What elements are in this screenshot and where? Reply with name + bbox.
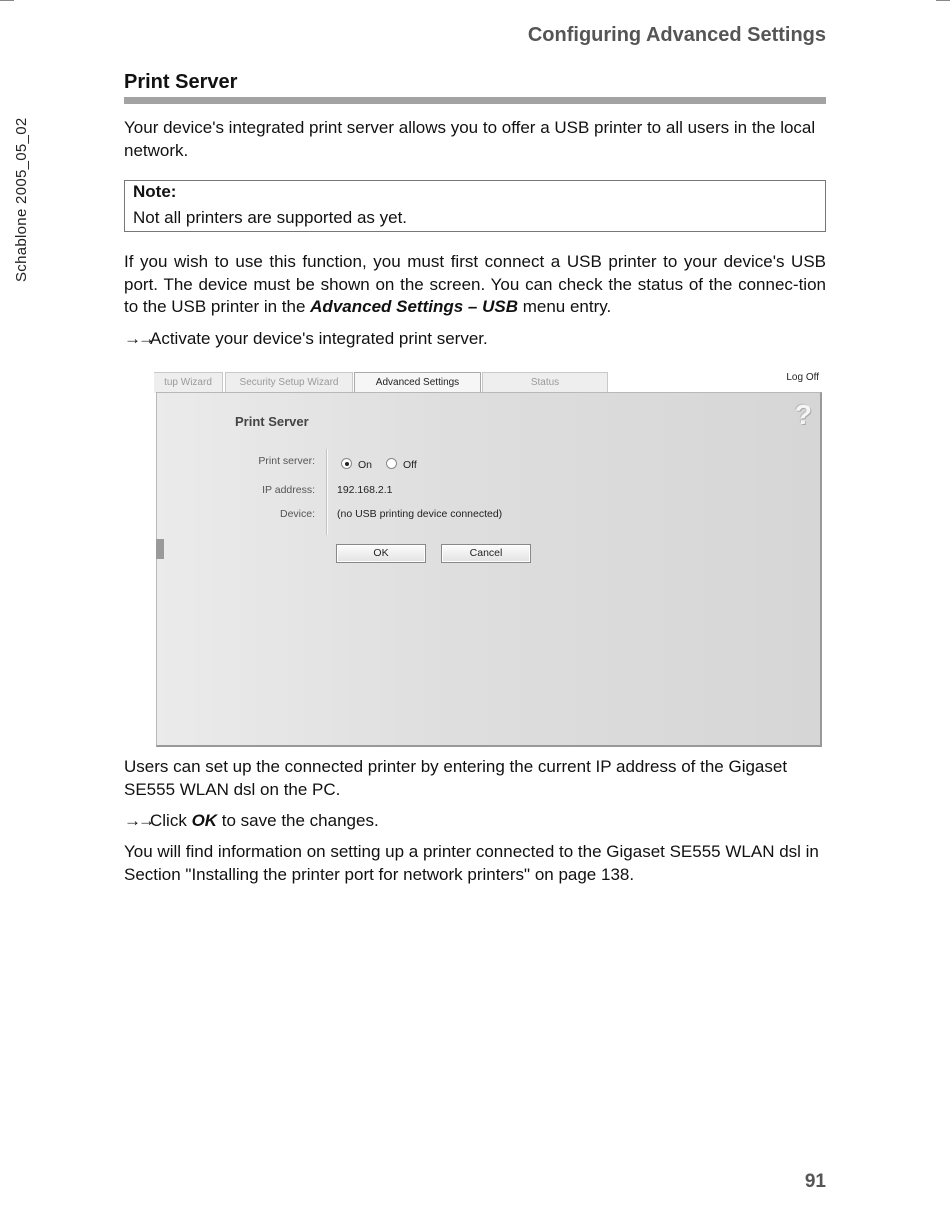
print-server-label: Print server: [258, 455, 315, 467]
usb-paragraph [124, 251, 826, 319]
device-label: Device: [279, 508, 315, 520]
step-click-ok-before: Click [150, 811, 192, 830]
ip-address-value: 192.168.2.1 [337, 484, 393, 496]
crop-mark-left [0, 0, 14, 1]
panel-title: Print Server [235, 414, 309, 429]
tab-security-setup-wizard[interactable]: Security Setup Wizard [225, 372, 353, 393]
usb-paragraph-end: menu entry. [517, 297, 612, 316]
template-label: Schablone 2005_05_02 [13, 117, 30, 282]
step-click-ok-after: to save the changes. [217, 811, 379, 830]
arrow-icon: →→ [124, 329, 152, 348]
device-value: (no USB printing device connected) [337, 508, 503, 520]
print-server-screenshot [156, 370, 821, 746]
cancel-button[interactable]: Cancel [441, 544, 531, 563]
ok-reference: OK [191, 811, 218, 830]
print-server-radio-group [341, 458, 431, 471]
crop-mark-right [936, 0, 950, 1]
radio-off-label: Off [403, 459, 417, 471]
step-activate-text: Activate your device's integrated print server. [150, 329, 488, 348]
settings-panel [156, 392, 822, 747]
arrow-icon: →→ [124, 811, 152, 830]
ip-address-label: IP address: [262, 484, 315, 496]
note-text: Not all printers are supported as yet. [133, 208, 408, 227]
step-activate [124, 328, 488, 350]
ok-button[interactable]: OK [336, 544, 426, 563]
section-title: Print Server [124, 71, 238, 93]
section-rule [124, 97, 826, 104]
radio-off[interactable] [386, 458, 397, 469]
form-divider [326, 449, 328, 535]
radio-on-label: On [358, 459, 373, 471]
reference-paragraph: You will find information on setting up a printer connected to the Gigaset SE555 WLAN dsl in Section "Installing the printer port for network printers" on page 138. [124, 842, 819, 884]
intro-paragraph: Your device's integrated print server allows you to offer a USB printer to all users in the local network. [124, 118, 816, 160]
tab-setup-wizard[interactable]: tup Wizard [154, 372, 223, 393]
tab-bar [156, 372, 756, 394]
setup-paragraph: Users can set up the connected printer by entering the current IP address of the Gigaset SE555 WLAN dsl on the PC. [124, 757, 788, 799]
radio-on[interactable] [341, 458, 352, 469]
page-number: 91 [804, 1171, 826, 1192]
question-mark-icon[interactable]: ? [794, 399, 812, 430]
step-click-ok [124, 810, 379, 832]
usb-paragraph-text: If you wish to use this function, you must first connect a USB printer to your device's USB port. The device must be shown on the screen. You can check the status of the connec-tion to the USB printer in the [124, 252, 826, 316]
note-box [124, 180, 826, 232]
menu-path: Advanced Settings – USB [310, 297, 518, 316]
note-title: Note: [133, 182, 177, 201]
log-off-link[interactable]: Log Off [786, 372, 819, 383]
tab-status[interactable]: Status [482, 372, 608, 393]
tab-advanced-settings[interactable]: Advanced Settings [354, 372, 481, 394]
panel-left-marker [156, 539, 164, 559]
running-head: Configuring Advanced Settings [527, 24, 826, 46]
